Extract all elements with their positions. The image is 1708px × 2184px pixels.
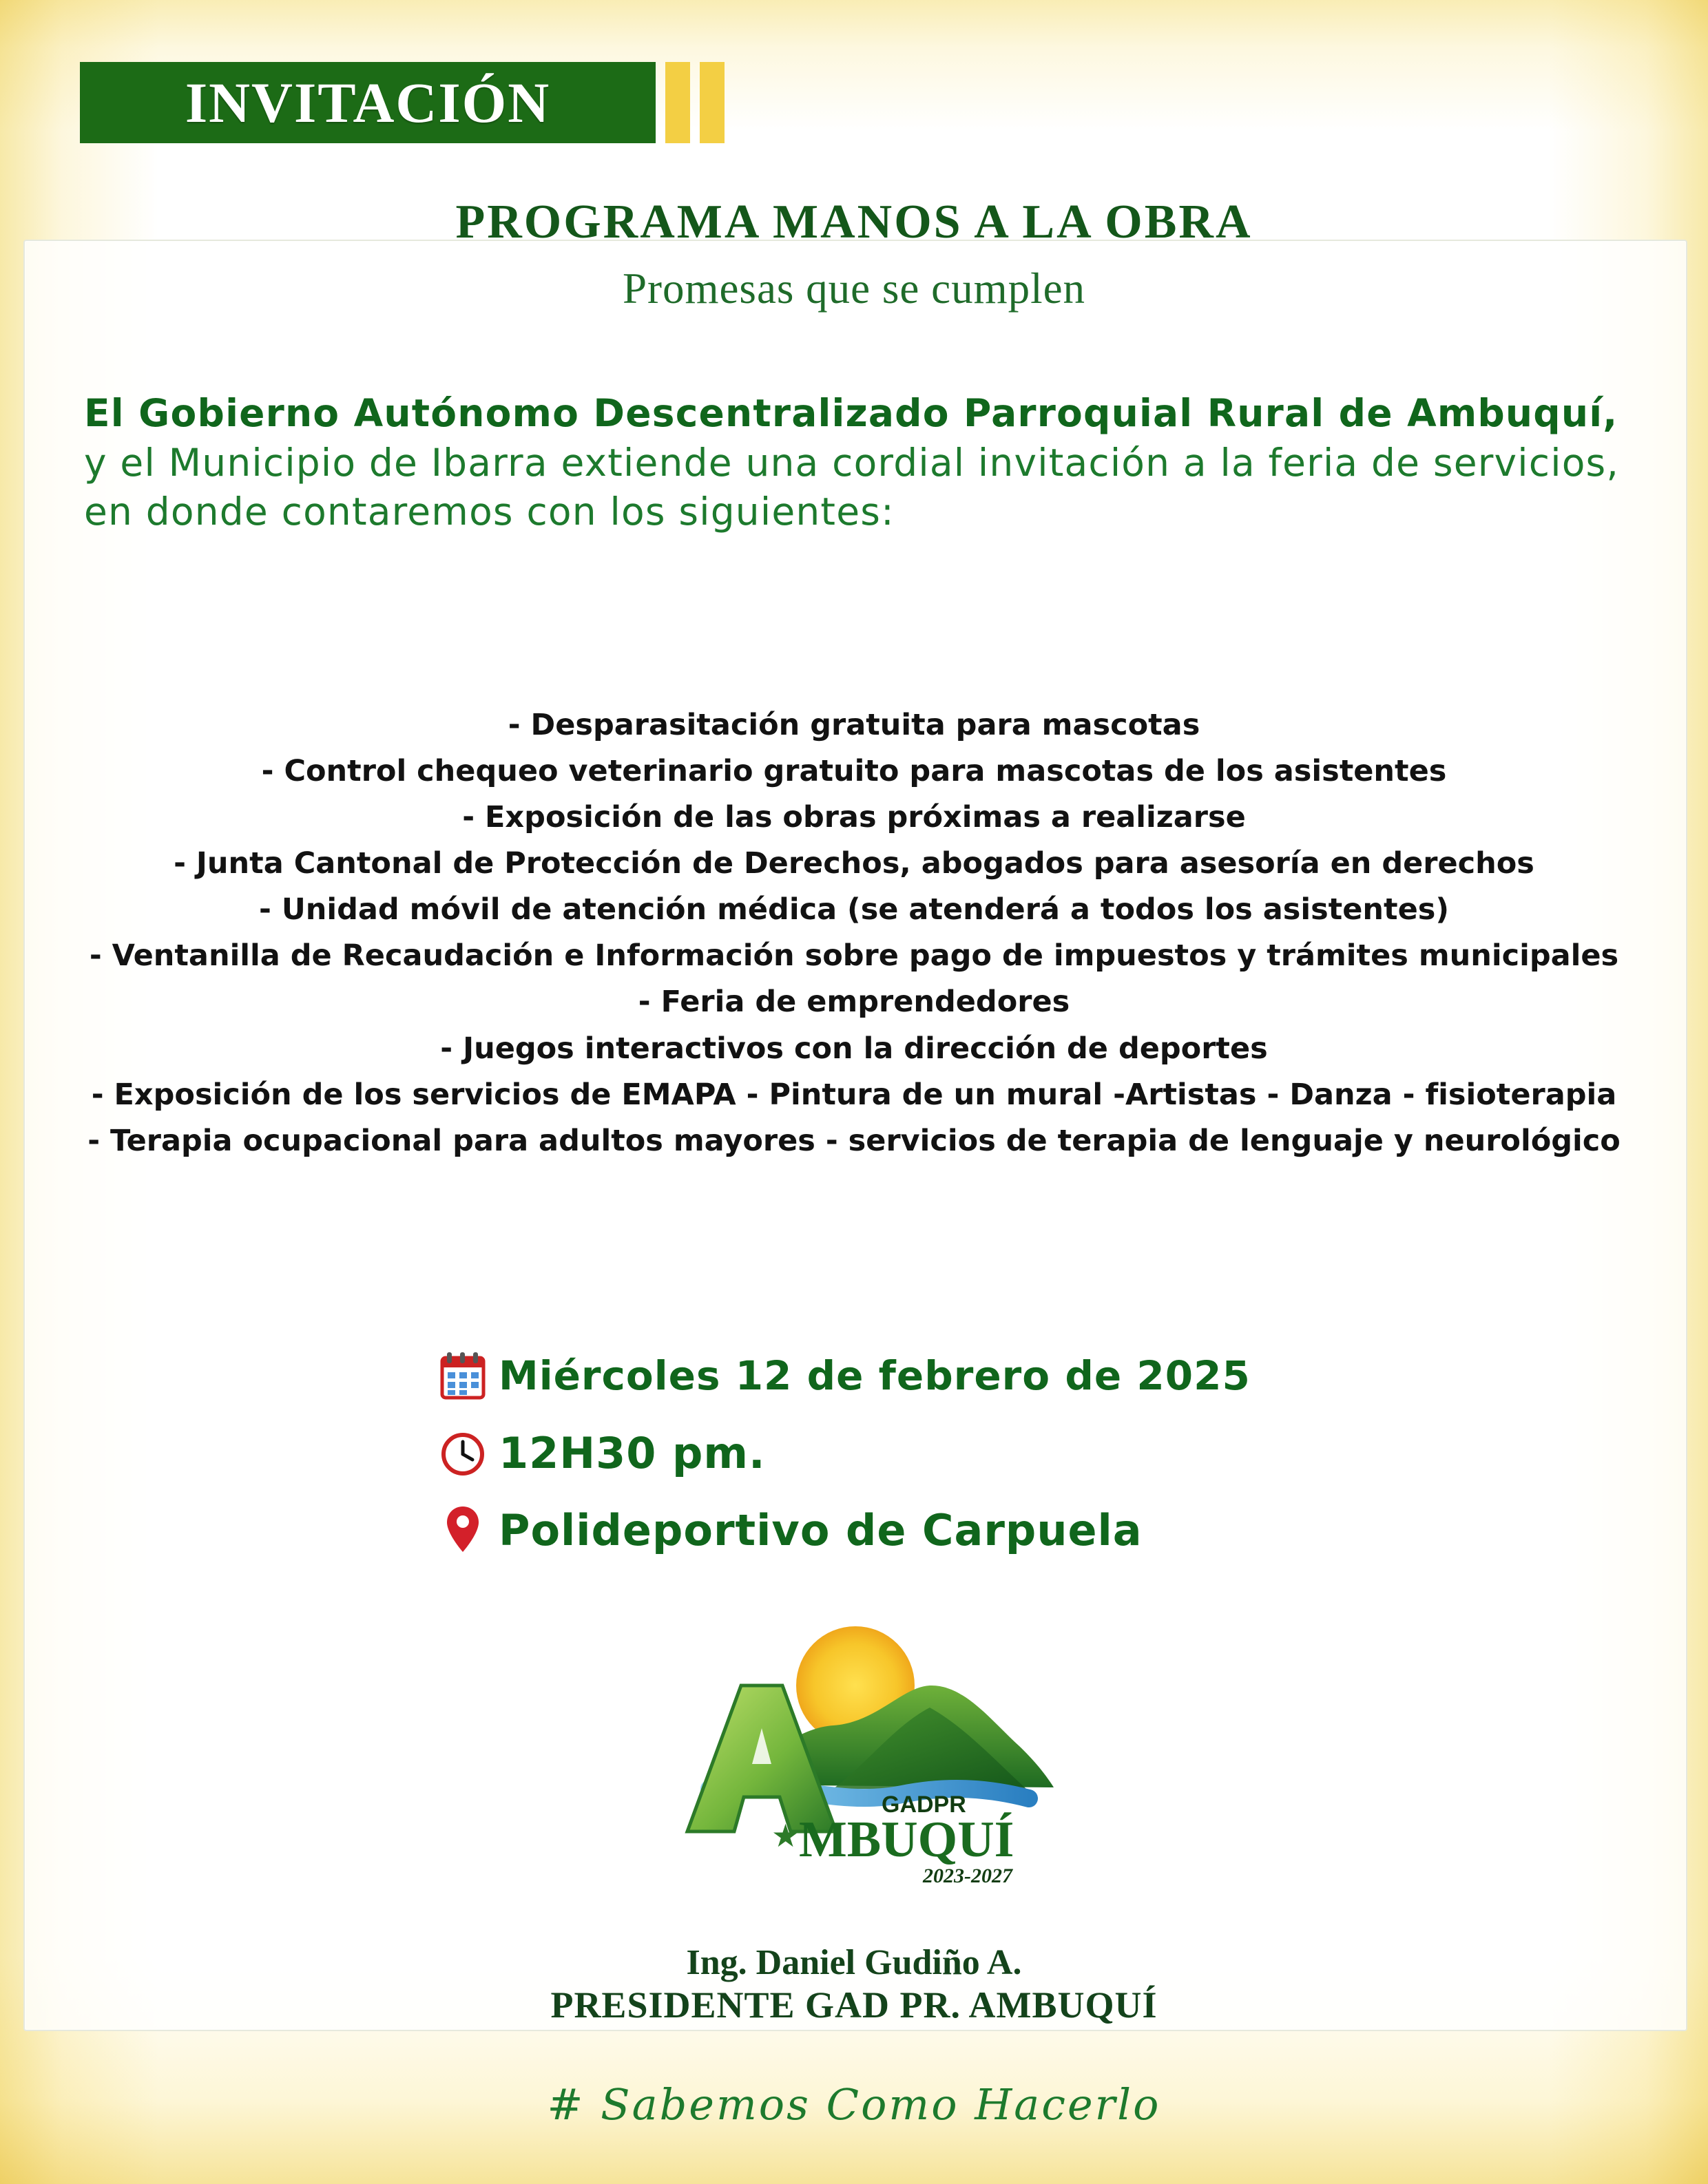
service-item: - Terapia ocupacional para adultos mayores - servicios de terapia de lenguaje y neurológico bbox=[87, 1123, 1621, 1158]
event-date-text: Miércoles 12 de febrero de 2025 bbox=[499, 1352, 1251, 1399]
clock-icon bbox=[427, 1427, 499, 1479]
service-item: - Desparasitación gratuita para mascotas bbox=[508, 708, 1200, 742]
event-location-text: Polideportivo de Carpuela bbox=[499, 1504, 1143, 1555]
invitation-banner-label: INVITACIÓN bbox=[185, 70, 551, 134]
signature-name: Ing. Daniel Gudiño A. bbox=[686, 1943, 1022, 1982]
calendar-icon bbox=[427, 1350, 499, 1402]
invitation-paragraph bbox=[84, 389, 1634, 537]
service-item: - Unidad móvil de atención médica (se atenderá a todos los asistentes) bbox=[259, 892, 1449, 927]
logo-period: 2023-2027 bbox=[923, 1865, 1012, 1887]
banner-accent-bar-1 bbox=[665, 62, 690, 143]
service-item: - Exposición de las obras próximas a realizarse bbox=[462, 800, 1246, 835]
logo-container bbox=[0, 1604, 1708, 1900]
event-time-text: 12H30 pm. bbox=[499, 1427, 766, 1478]
service-item: - Control chequeo veterinario gratuito para mascotas de los asistentes bbox=[261, 754, 1447, 789]
invitation-paragraph-rest: y el Municipio de Ibarra extiende una cordial invitación a la feria de servicios, en donde contaremos con los siguientes: bbox=[84, 440, 1620, 534]
banner-accent-bar-2 bbox=[700, 62, 725, 143]
service-item: - Junta Cantonal de Protección de Derechos, abogados para asesoría en derechos bbox=[174, 846, 1534, 881]
invitation-paragraph-lead: El Gobierno Autónomo Descentralizado Parroquial Rural de Ambuquí, bbox=[84, 391, 1618, 435]
service-item: - Feria de emprendedores bbox=[638, 985, 1070, 1020]
signature-block bbox=[0, 1942, 1708, 2028]
program-title: PROGRAMA MANOS A LA OBRA bbox=[455, 196, 1253, 249]
logo-acronym: GADPR bbox=[882, 1792, 966, 1818]
logo-wordmark: MBUQUÍ bbox=[799, 1812, 1014, 1868]
event-location-row bbox=[427, 1500, 1251, 1560]
footer-hashtag: # Sabemos Como Hacerlo bbox=[547, 2079, 1161, 2130]
invitation-banner bbox=[80, 62, 725, 143]
service-item: - Juegos interactivos con la dirección de deportes bbox=[440, 1031, 1268, 1066]
event-time-row bbox=[427, 1423, 1251, 1482]
service-item: - Ventanilla de Recaudación e Información sobre pago de impuestos y trámites municipales bbox=[89, 938, 1619, 974]
signature-role: PRESIDENTE GAD PR. AMBUQUÍ bbox=[550, 1984, 1158, 2026]
invitation-banner-green-block bbox=[80, 62, 656, 143]
services-list bbox=[28, 702, 1680, 1164]
program-subtitle: Promesas que se cumplen bbox=[622, 264, 1086, 313]
gadpr-ambuqui-logo bbox=[606, 1604, 1102, 1900]
event-date-row bbox=[427, 1346, 1251, 1405]
service-item: - Exposición de los servicios de EMAPA - Pintura de un mural -Artistas - Danza - fisioterapia bbox=[91, 1077, 1617, 1112]
location-pin-icon bbox=[427, 1502, 499, 1557]
svg-text:★: ★ bbox=[771, 1817, 800, 1854]
event-details bbox=[427, 1346, 1251, 1560]
